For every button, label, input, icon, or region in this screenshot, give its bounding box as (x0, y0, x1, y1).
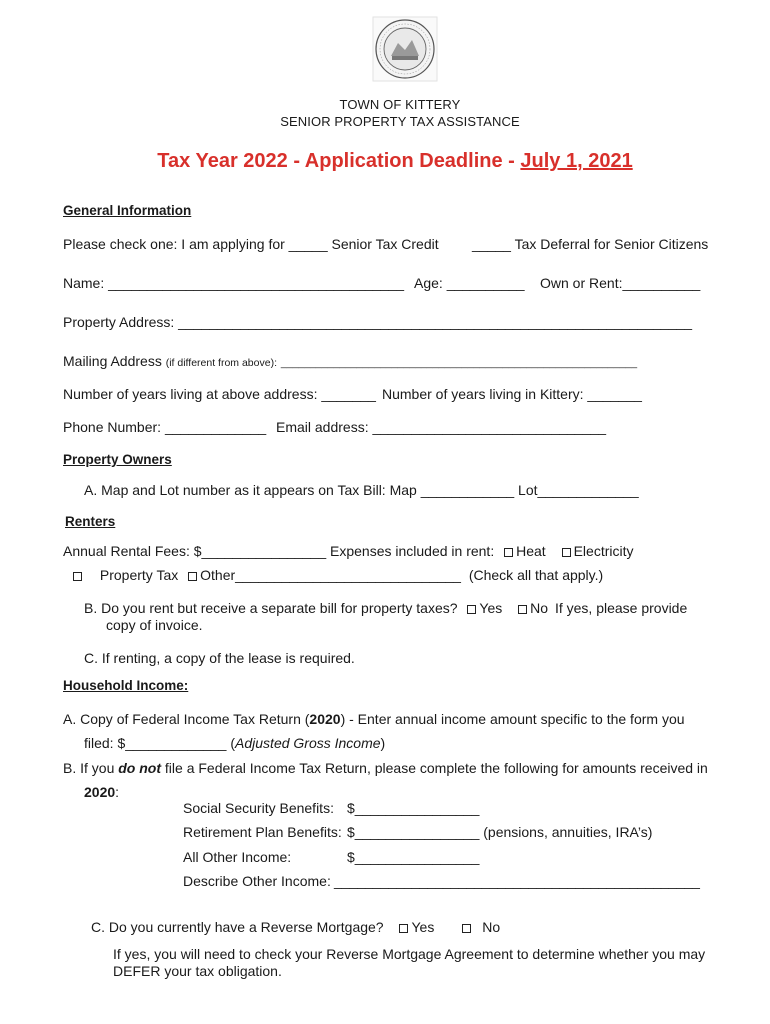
name-field[interactable]: Name: ______________________________________ (63, 275, 404, 291)
annual-rental-fees-row (63, 543, 633, 559)
no-return-text-end: file a Federal Income Tax Return, please complete the following for amounts received in (161, 760, 708, 776)
lease-required-note: C. If renting, a copy of the lease is required. (84, 650, 355, 666)
heat-label: Heat (516, 543, 546, 559)
property-tax-label: Property Tax (99, 567, 179, 583)
federal-return-year: 2020 (309, 711, 341, 727)
separate-tax-bill-question (84, 600, 687, 616)
separate-bill-yes-checkbox[interactable] (467, 605, 476, 614)
applying-for-senior-tax-credit[interactable]: Please check one: I am applying for _____ Senior Tax Credit (63, 236, 439, 252)
reverse-mortgage-note-line1: If yes, you will need to check your Reverse Mortgage Agreement to determine whether you may (113, 946, 706, 962)
federal-return-instruction (63, 711, 685, 727)
separate-bill-no-checkbox[interactable] (518, 605, 527, 614)
federal-return-text: A. Copy of Federal Income Tax Return ( (63, 711, 310, 727)
town-name: TOWN OF KITTERY (339, 97, 461, 112)
renters-heading: Renters (65, 514, 116, 529)
property-address-field[interactable]: Property Address: __________________________________________________________________ (63, 314, 693, 330)
other-checkbox[interactable] (188, 572, 197, 581)
mailing-address-field[interactable] (63, 353, 637, 369)
other-expense-field[interactable]: Other_____________________________ (200, 567, 461, 583)
received-year-value: 2020 (84, 784, 116, 800)
copy-of-invoice-note: copy of invoice. (106, 617, 203, 633)
reverse-mortgage-label: C. Do you currently have a Reverse Mortgage? (91, 919, 384, 935)
mailing-address-label: Mailing Address (63, 353, 162, 369)
all-other-income-label: All Other Income: (183, 849, 292, 865)
heat-checkbox[interactable] (504, 548, 513, 557)
social-security-field[interactable]: $________________ (347, 800, 480, 816)
retirement-plan-label: Retirement Plan Benefits: (183, 824, 342, 840)
years-in-kittery-field[interactable]: Number of years living in Kittery: _______ (382, 386, 642, 402)
reverse-mortgage-no-label: No (482, 919, 501, 935)
phone-number-field[interactable]: Phone Number: _____________ (63, 419, 267, 435)
years-at-address-field[interactable]: Number of years living at above address: _______ (63, 386, 376, 402)
separate-tax-bill-label: B. Do you rent but receive a separate bill for property taxes? (84, 600, 458, 616)
property-owners-heading: Property Owners (63, 452, 172, 467)
reverse-mortgage-note-line2: DEFER your tax obligation. (113, 963, 282, 979)
all-other-income-field[interactable]: $________________ (347, 849, 480, 865)
received-year-colon: : (115, 784, 120, 800)
filed-amount-field[interactable] (84, 735, 385, 751)
own-or-rent-field[interactable]: Own or Rent:__________ (540, 275, 701, 291)
no-federal-return-instruction (63, 760, 708, 776)
email-address-field[interactable]: Email address: ______________________________ (276, 419, 607, 435)
check-all-note: (Check all that apply.) (468, 567, 604, 583)
program-name: SENIOR PROPERTY TAX ASSISTANCE (280, 114, 520, 129)
describe-other-income-label: Describe Other Income: (183, 873, 331, 889)
annual-rental-fees-field[interactable]: Annual Rental Fees: $________________ Expenses included in rent: (63, 543, 495, 559)
provide-invoice-note: If yes, please provide (554, 600, 688, 616)
general-information-heading: General Information (63, 203, 192, 218)
reverse-mortgage-yes-checkbox[interactable] (399, 924, 408, 933)
filed-amount-close: ) (380, 735, 386, 751)
separate-bill-no-label: No (530, 600, 549, 616)
social-security-label: Social Security Benefits: (183, 800, 334, 816)
tax-deferral-option[interactable]: _____ Tax Deferral for Senior Citizens (472, 236, 709, 252)
page-title (0, 150, 770, 173)
town-seal (372, 16, 438, 82)
describe-other-income-field[interactable]: _______________________________________________ (334, 873, 700, 889)
separate-bill-yes-label: Yes (479, 600, 503, 616)
no-return-text: B. If you (63, 760, 119, 776)
map-and-lot-field[interactable]: A. Map and Lot number as it appears on Tax Bill: Map ____________ Lot_____________ (84, 482, 639, 498)
property-tax-checkbox[interactable] (73, 572, 82, 581)
deadline-date: July 1, 2021 (520, 150, 633, 172)
mailing-address-line[interactable]: _____________________________________________________________ (280, 357, 638, 369)
electricity-checkbox[interactable] (562, 548, 571, 557)
electricity-label: Electricity (573, 543, 634, 559)
other-expenses-row (73, 567, 603, 583)
do-not-emphasis: do not (118, 760, 162, 776)
age-field[interactable]: Age: __________ (414, 275, 525, 291)
household-income-heading: Household Income: (63, 678, 189, 693)
retirement-plan-field[interactable]: $________________ (pensions, annuities, IRA’s) (347, 824, 653, 840)
federal-return-text-end: ) - Enter annual income amount specific to the form you (340, 711, 685, 727)
mailing-address-note: (if different from above): (165, 357, 277, 369)
town-seal-graphic (372, 16, 438, 82)
reverse-mortgage-yes-label: Yes (411, 919, 435, 935)
reverse-mortgage-question (91, 919, 500, 935)
title-prefix: Tax Year 2022 - Application Deadline - (157, 150, 521, 172)
filed-amount-label: filed: $_____________ ( (84, 735, 236, 751)
reverse-mortgage-no-checkbox[interactable] (462, 924, 471, 933)
adjusted-gross-income-label: Adjusted Gross Income (235, 735, 381, 751)
received-year (84, 784, 119, 800)
